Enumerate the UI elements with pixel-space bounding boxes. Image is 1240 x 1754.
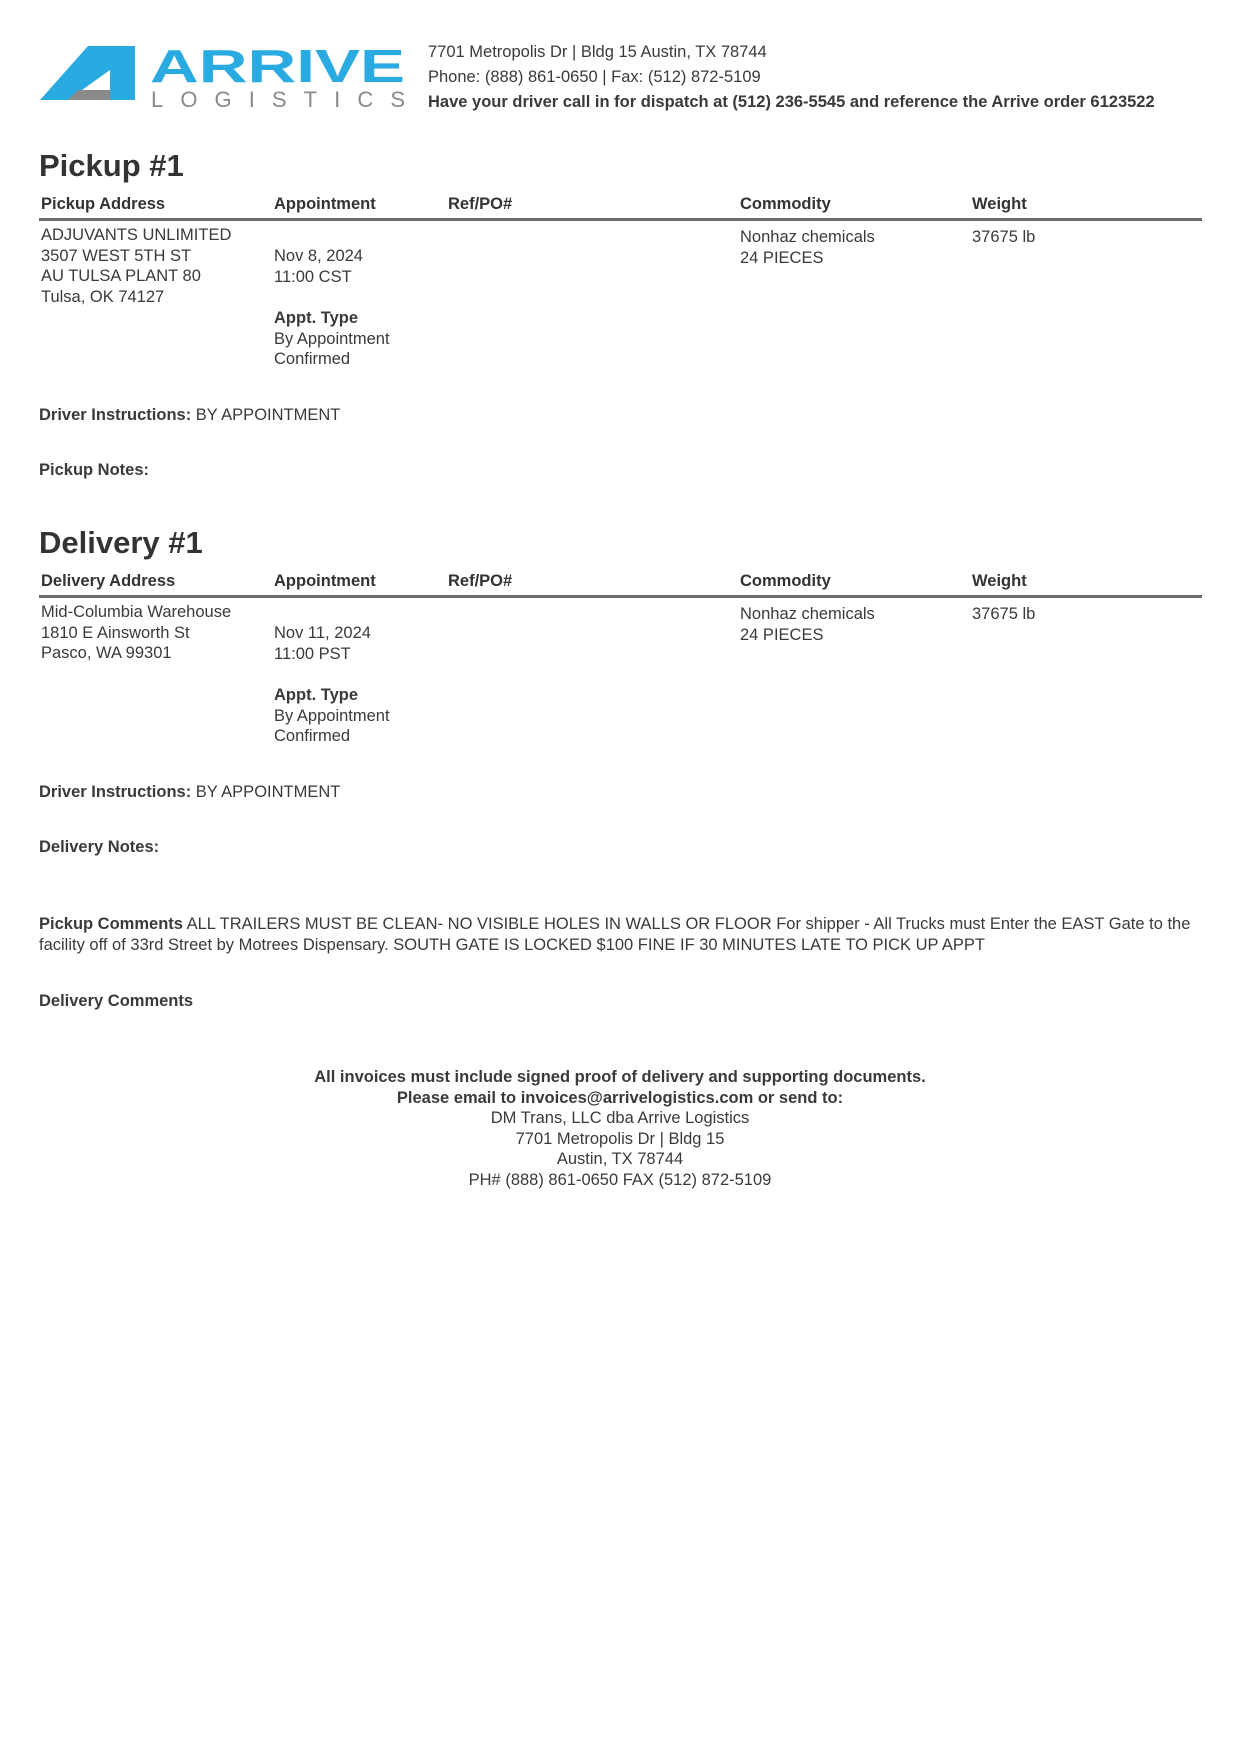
header-contact bbox=[428, 40, 1208, 115]
col-weight: Weight bbox=[972, 572, 1027, 590]
address-line: 1810 E Ainsworth St bbox=[41, 623, 190, 642]
address-line: Pasco, WA 99301 bbox=[41, 644, 172, 662]
pickup-table-row bbox=[39, 221, 1202, 391]
commodity-pieces: 24 PIECES bbox=[740, 625, 824, 644]
pickup-comments-label: Pickup Comments bbox=[39, 915, 183, 933]
appt-time: 11:00 PST bbox=[274, 644, 351, 663]
svg-text:LOGISTICS: LOGISTICS bbox=[151, 87, 405, 112]
address-line: 3507 WEST 5TH ST bbox=[41, 246, 192, 265]
col-ref-po: Ref/PO# bbox=[448, 572, 513, 590]
appt-type-label: Appt. Type bbox=[274, 686, 359, 704]
delivery-appointment bbox=[274, 623, 390, 747]
commodity-pieces: 24 PIECES bbox=[740, 248, 824, 267]
appt-status: Confirmed bbox=[274, 350, 351, 368]
appt-date: Nov 11, 2024 bbox=[274, 624, 371, 642]
col-ref-po: Ref/PO# bbox=[448, 195, 513, 213]
dispatch-note: Have your driver call in for dispatch at (512) 236-5545 and reference the Arrive order 6123522 bbox=[428, 93, 1155, 111]
company-address: 7701 Metropolis Dr | Bldg 15 Austin, TX 78744 bbox=[428, 43, 767, 61]
commodity-name: Nonhaz chemicals bbox=[740, 605, 875, 623]
value: BY APPOINTMENT bbox=[191, 406, 341, 424]
invoice-instructions bbox=[0, 1067, 1240, 1190]
delivery-title: Delivery #1 bbox=[39, 525, 203, 560]
pickup-table-header bbox=[39, 192, 1202, 221]
delivery-table-row bbox=[39, 598, 1202, 768]
pickup-table bbox=[39, 192, 1202, 391]
invoice-requirement: All invoices must include signed proof of delivery and supporting documents. bbox=[314, 1068, 926, 1086]
pickup-comments bbox=[39, 914, 1204, 955]
col-appointment: Appointment bbox=[274, 195, 376, 213]
appt-time: 11:00 CST bbox=[274, 267, 352, 286]
address-line: AU TULSA PLANT 80 bbox=[41, 267, 201, 285]
address-line: Tulsa, OK 74127 bbox=[41, 287, 165, 306]
label: Driver Instructions: bbox=[39, 783, 192, 801]
pickup-comments-text: ALL TRAILERS MUST BE CLEAN- NO VISIBLE HOLES IN WALLS OR FLOOR For shipper - All Trucks must Enter the EAST Gate to the facility off of 33rd Street by Motrees Dispensary. SOUTH GATE IS LOCKED $100 FINE IF 30 MINUTES LATE TO PICK UP APPT bbox=[39, 915, 1191, 954]
delivery-driver-instructions bbox=[39, 783, 340, 802]
pickup-address bbox=[41, 225, 231, 307]
col-appointment: Appointment bbox=[274, 572, 376, 590]
address-line: ADJUVANTS UNLIMITED bbox=[41, 226, 232, 244]
pickup-driver-instructions bbox=[39, 406, 340, 425]
delivery-weight: 37675 lb bbox=[972, 605, 1036, 623]
svg-text:ARRIVE: ARRIVE bbox=[150, 40, 405, 92]
delivery-table bbox=[39, 569, 1202, 768]
appt-type-value: By Appointment bbox=[274, 329, 390, 348]
value: BY APPOINTMENT bbox=[191, 783, 341, 801]
invoice-phone-fax: PH# (888) 861-0650 FAX (512) 872-5109 bbox=[468, 1170, 772, 1189]
invoice-street: 7701 Metropolis Dr | Bldg 15 bbox=[515, 1129, 725, 1148]
delivery-notes-label: Delivery Notes: bbox=[39, 838, 160, 856]
delivery-comments-label: Delivery Comments bbox=[39, 992, 194, 1010]
col-commodity: Commodity bbox=[740, 572, 831, 590]
appt-status: Confirmed bbox=[274, 727, 351, 745]
col-delivery-address: Delivery Address bbox=[41, 572, 176, 590]
address-line: Mid-Columbia Warehouse bbox=[41, 603, 232, 621]
delivery-commodity bbox=[740, 604, 875, 645]
col-weight: Weight bbox=[972, 195, 1027, 213]
arrive-logistics-logo bbox=[40, 40, 410, 120]
invoice-city: Austin, TX 78744 bbox=[556, 1150, 684, 1168]
company-phone-fax: Phone: (888) 861-0650 | Fax: (512) 872-5109 bbox=[428, 68, 761, 86]
col-pickup-address: Pickup Address bbox=[41, 195, 166, 213]
pickup-weight: 37675 lb bbox=[972, 228, 1036, 246]
delivery-address bbox=[41, 602, 231, 664]
label: Driver Instructions: bbox=[39, 406, 192, 424]
appt-date: Nov 8, 2024 bbox=[274, 247, 363, 265]
pickup-appointment bbox=[274, 246, 390, 370]
col-commodity: Commodity bbox=[740, 195, 831, 213]
delivery-table-header bbox=[39, 569, 1202, 598]
pickup-commodity bbox=[740, 227, 875, 268]
commodity-name: Nonhaz chemicals bbox=[740, 228, 875, 246]
invoice-company: DM Trans, LLC dba Arrive Logistics bbox=[490, 1109, 750, 1127]
pickup-notes-label: Pickup Notes: bbox=[39, 461, 150, 479]
appt-type-value: By Appointment bbox=[274, 706, 390, 725]
appt-type-label: Appt. Type bbox=[274, 309, 359, 327]
invoice-email: Please email to invoices@arrivelogistics.com or send to: bbox=[396, 1088, 844, 1107]
pickup-title: Pickup #1 bbox=[39, 148, 184, 183]
